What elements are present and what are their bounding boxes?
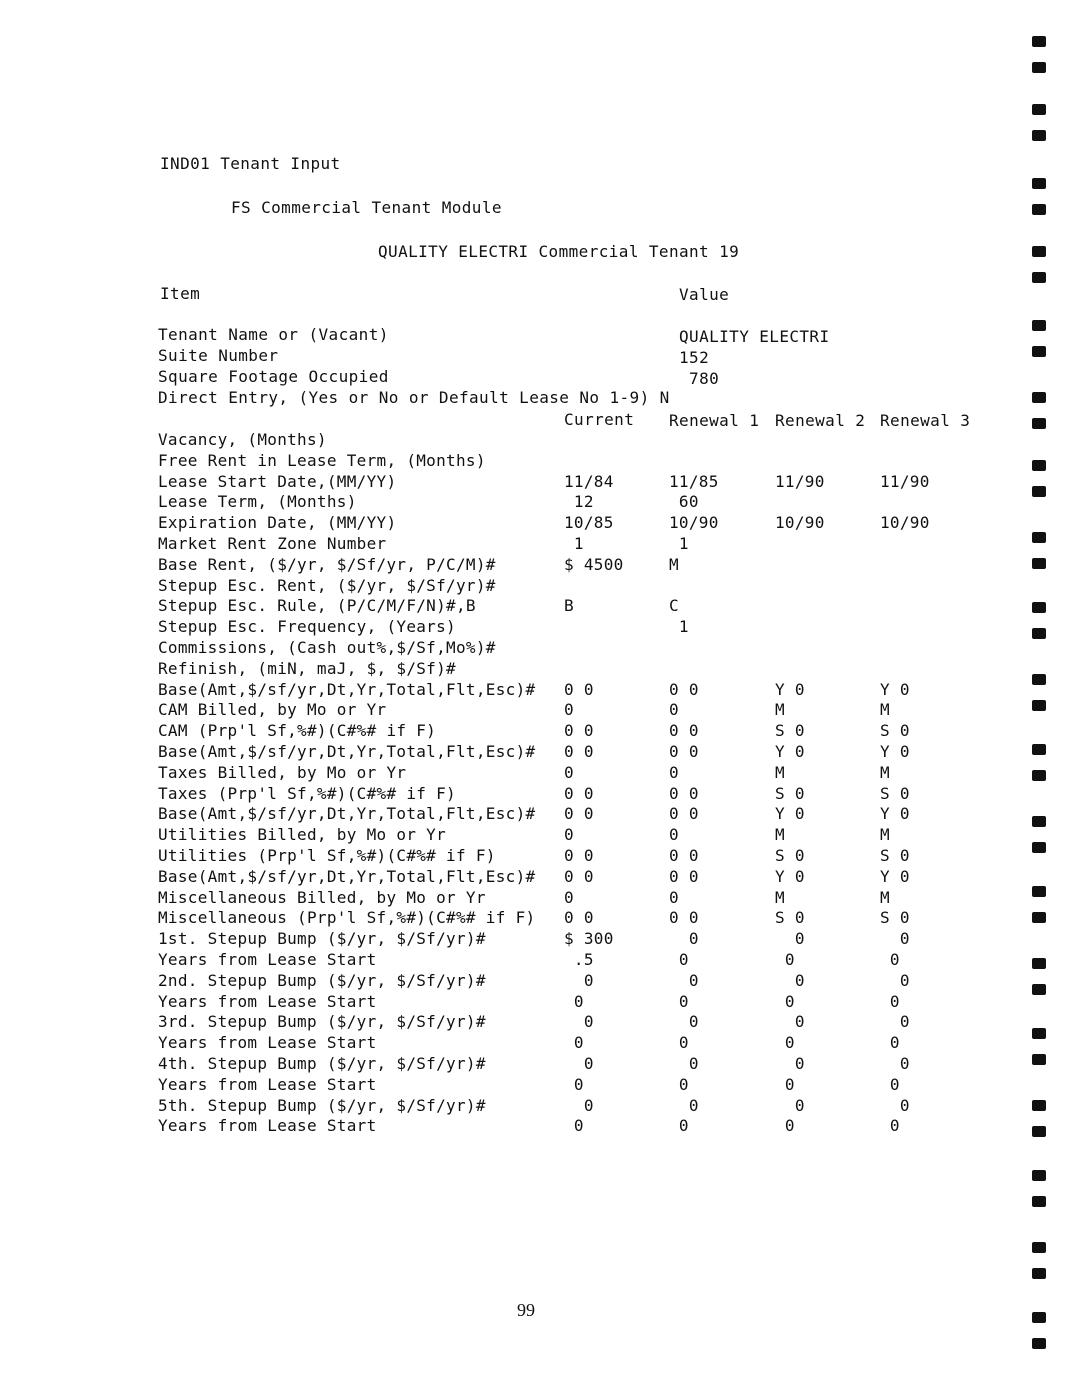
cell-renewal-2: 0 <box>775 1095 805 1115</box>
perforation-mark <box>1032 272 1046 283</box>
perforation-mark <box>1032 1028 1046 1039</box>
cell-current: 1 <box>564 534 584 553</box>
cell-renewal-3: Y 0 <box>880 742 910 761</box>
row-label: Years from Lease Start <box>158 1116 377 1136</box>
row-label: Stepup Esc. Frequency, (Years) <box>158 617 456 637</box>
perforation-mark <box>1032 532 1046 543</box>
cell-renewal-2: 0 <box>775 1033 795 1053</box>
cell-current: 0 <box>564 1054 594 1073</box>
report-id: IND01 Tenant Input <box>160 154 341 173</box>
row-label: Expiration Date, (MM/YY) <box>158 513 397 533</box>
cell-renewal-1: 11/85 <box>669 471 719 491</box>
cell-renewal-1: 0 <box>669 887 679 907</box>
cell-renewal-3: 0 <box>880 970 910 990</box>
perforation-mark <box>1032 912 1046 923</box>
info-value-square-footage: 780 <box>679 369 720 388</box>
cell-renewal-2: M <box>775 762 785 782</box>
cell-renewal-3: Y 0 <box>880 679 910 699</box>
cell-renewal-1: 0 <box>669 1012 699 1032</box>
perforation-mark <box>1032 558 1046 569</box>
row-label: Base(Amt,$/sf/yr,Dt,Yr,Total,Flt,Esc)# <box>158 742 536 761</box>
cell-renewal-2: S 0 <box>775 721 805 741</box>
cell-renewal-3: Y 0 <box>880 804 910 824</box>
row-label: Years from Lease Start <box>158 1074 377 1094</box>
info-label-suite: Suite Number <box>158 346 279 365</box>
cell-renewal-1: 0 <box>669 1054 699 1073</box>
cell-renewal-1: 60 <box>669 492 699 512</box>
perforation-mark <box>1032 770 1046 781</box>
perforation-mark <box>1032 486 1046 497</box>
cell-current: 0 <box>564 825 574 845</box>
cell-renewal-1: C <box>669 596 679 616</box>
cell-renewal-3: S 0 <box>880 846 910 865</box>
cell-current: 0 <box>564 1033 584 1053</box>
table-row <box>0 952 1066 973</box>
cell-renewal-1: 0 0 <box>669 804 699 824</box>
cell-renewal-2: 0 <box>775 1054 805 1073</box>
cell-current: 0 <box>564 1095 594 1115</box>
column-header-current: Current <box>564 410 635 429</box>
table-row <box>0 1074 1066 1098</box>
perforation-mark <box>1032 744 1046 755</box>
cell-renewal-1: 10/90 <box>669 513 719 533</box>
cell-renewal-1: 0 <box>669 970 699 990</box>
info-value-suite: 152 <box>679 348 710 367</box>
cell-renewal-1: 0 0 <box>669 742 699 761</box>
cell-renewal-1: 0 <box>669 950 689 969</box>
table-row <box>0 1118 1066 1139</box>
cell-renewal-1: 0 <box>669 1116 689 1136</box>
table-row <box>0 554 1066 578</box>
perforation-mark <box>1032 320 1046 331</box>
cell-current: 11/84 <box>564 471 614 491</box>
perforation-mark <box>1032 204 1046 215</box>
cell-renewal-1: 0 <box>669 929 699 949</box>
cell-current: 0 0 <box>564 908 594 928</box>
cell-current: 0 <box>564 1074 584 1094</box>
cell-renewal-1: 0 0 <box>669 866 699 886</box>
cell-renewal-2: S 0 <box>775 908 805 928</box>
perforation-mark <box>1032 1100 1046 1111</box>
perforation-mark <box>1032 1196 1046 1207</box>
cell-current: 0 <box>564 970 594 990</box>
perforation-mark <box>1032 346 1046 357</box>
cell-renewal-1: 0 0 <box>669 721 699 741</box>
cell-current: 12 <box>564 492 594 512</box>
cell-renewal-2: Y 0 <box>775 679 805 699</box>
table-row <box>0 970 1066 994</box>
cell-renewal-3: 11/90 <box>880 471 930 491</box>
cell-renewal-3: S 0 <box>880 783 910 803</box>
row-label: Utilities (Prp'l Sf,%#)(C#%# if F) <box>158 846 496 865</box>
cell-renewal-1: 1 <box>669 617 689 637</box>
item-column-label: Item <box>160 284 201 303</box>
perforation-mark <box>1032 418 1046 429</box>
cell-renewal-2: 0 <box>775 929 805 949</box>
perforation-mark <box>1032 36 1046 47</box>
table-row <box>0 536 1066 557</box>
cell-renewal-1: 0 0 <box>669 846 699 865</box>
cell-renewal-2: M <box>775 887 785 907</box>
cell-current: 0 <box>564 991 584 1011</box>
cell-renewal-2: S 0 <box>775 783 805 803</box>
perforation-mark <box>1032 816 1046 827</box>
row-label: CAM Billed, by Mo or Yr <box>158 700 387 720</box>
cell-renewal-2: 0 <box>775 950 795 969</box>
row-label: Stepup Esc. Rule, (P/C/M/F/N)#,B <box>158 596 476 616</box>
perforation-mark <box>1032 1338 1046 1349</box>
cell-renewal-2: 0 <box>775 970 805 990</box>
cell-current: 0 0 <box>564 804 594 824</box>
perforation-mark <box>1032 700 1046 711</box>
table-row <box>0 432 1066 453</box>
perforation-mark <box>1032 602 1046 613</box>
perforation-mark <box>1032 984 1046 995</box>
table-row <box>0 450 1066 474</box>
column-header-renewal-2: Renewal 2 <box>775 411 866 430</box>
perforation-mark <box>1032 392 1046 403</box>
cell-renewal-2: M <box>775 700 785 720</box>
cell-renewal-1: 0 <box>669 1095 699 1115</box>
row-label: Years from Lease Start <box>158 991 377 1011</box>
row-label: Base(Amt,$/sf/yr,Dt,Yr,Total,Flt,Esc)# <box>158 866 536 886</box>
cell-renewal-2: Y 0 <box>775 804 805 824</box>
cell-renewal-2: 11/90 <box>775 471 825 491</box>
row-label: Base(Amt,$/sf/yr,Dt,Yr,Total,Flt,Esc)# <box>158 679 536 699</box>
row-label: Lease Term, (Months) <box>158 492 357 512</box>
cell-renewal-2: S 0 <box>775 846 805 865</box>
row-label: Lease Start Date,(MM/YY) <box>158 471 397 491</box>
row-label: Stepup Esc. Rent, ($/yr, $/Sf/yr)# <box>158 575 496 595</box>
cell-renewal-1: 0 <box>669 991 689 1011</box>
row-label: Refinish, (miN, maJ, $, $/Sf)# <box>158 658 456 678</box>
cell-renewal-3: 0 <box>880 1116 900 1136</box>
cell-current: $ 4500 <box>564 554 624 574</box>
cell-current: 0 <box>564 762 574 782</box>
row-label: 4th. Stepup Bump ($/yr, $/Sf/yr)# <box>158 1054 486 1073</box>
perforation-mark <box>1032 62 1046 73</box>
info-value-tenant-name: QUALITY ELECTRI <box>679 327 830 346</box>
cell-current: 0 <box>564 887 574 907</box>
cell-renewal-1: 0 0 <box>669 908 699 928</box>
cell-renewal-2: 0 <box>775 991 795 1011</box>
table-row <box>0 866 1066 890</box>
table-row <box>0 744 1066 765</box>
cell-current: $ 300 <box>564 929 614 949</box>
direct-entry-line: Direct Entry, (Yes or No or Default Lease No 1-9) N <box>158 388 670 407</box>
perforation-mark <box>1032 1312 1046 1323</box>
cell-renewal-3: M <box>880 762 890 782</box>
row-label: Years from Lease Start <box>158 1033 377 1053</box>
cell-renewal-3: 0 <box>880 950 900 969</box>
row-label: Years from Lease Start <box>158 950 377 969</box>
row-label: Utilities Billed, by Mo or Yr <box>158 825 447 845</box>
cell-current: 0 <box>564 700 574 720</box>
cell-renewal-3: M <box>880 825 890 845</box>
perforation-mark <box>1032 1268 1046 1279</box>
row-label: 5th. Stepup Bump ($/yr, $/Sf/yr)# <box>158 1095 486 1115</box>
cell-renewal-3: 0 <box>880 1033 900 1053</box>
row-label: Miscellaneous Billed, by Mo or Yr <box>158 887 486 907</box>
cell-renewal-3: M <box>880 700 890 720</box>
cell-current: 0 0 <box>564 679 594 699</box>
row-label: Free Rent in Lease Term, (Months) <box>158 450 486 470</box>
module-title: FS Commercial Tenant Module <box>231 198 502 217</box>
cell-renewal-1: 0 <box>669 1074 689 1094</box>
cell-renewal-1: M <box>669 554 679 574</box>
cell-current: 0 <box>564 1116 584 1136</box>
cell-renewal-3: Y 0 <box>880 866 910 886</box>
cell-current: 10/85 <box>564 513 614 533</box>
cell-current: 0 0 <box>564 866 594 886</box>
row-label: CAM (Prp'l Sf,%#)(C#%# if F) <box>158 721 437 741</box>
cell-current: 0 0 <box>564 846 594 865</box>
row-label: Miscellaneous (Prp'l Sf,%#)(C#%# if F) <box>158 908 536 928</box>
perforation-mark <box>1032 674 1046 685</box>
info-label-square-footage: Square Footage Occupied <box>158 367 389 386</box>
row-label: 1st. Stepup Bump ($/yr, $/Sf/yr)# <box>158 929 486 949</box>
perforation-mark <box>1032 628 1046 639</box>
perforation-mark <box>1032 1126 1046 1137</box>
cell-renewal-3: 0 <box>880 929 910 949</box>
cell-renewal-2: 0 <box>775 1074 795 1094</box>
cell-current: B <box>564 596 574 616</box>
row-label: Market Rent Zone Number <box>158 534 387 553</box>
cell-renewal-2: Y 0 <box>775 742 805 761</box>
table-row <box>0 848 1066 869</box>
page-number: 99 <box>517 1300 535 1320</box>
cell-renewal-1: 1 <box>669 534 689 553</box>
row-label: Vacancy, (Months) <box>158 430 327 449</box>
perforation-mark <box>1032 178 1046 189</box>
info-label-tenant-name: Tenant Name or (Vacant) <box>158 325 389 344</box>
cell-renewal-2: 0 <box>775 1012 805 1032</box>
cell-renewal-3: S 0 <box>880 908 910 928</box>
value-column-label: Value <box>679 285 730 304</box>
row-label: Commissions, (Cash out%,$/Sf,Mo%)# <box>158 638 496 657</box>
cell-renewal-3: 0 <box>880 1095 910 1115</box>
row-label: Taxes Billed, by Mo or Yr <box>158 762 407 782</box>
cell-renewal-2: 0 <box>775 1116 795 1136</box>
table-row <box>0 658 1066 682</box>
cell-renewal-2: M <box>775 825 785 845</box>
cell-current: 0 <box>564 1012 594 1032</box>
row-label: Base(Amt,$/sf/yr,Dt,Yr,Total,Flt,Esc)# <box>158 804 536 824</box>
cell-current: .5 <box>564 950 594 969</box>
cell-renewal-3: M <box>880 887 890 907</box>
row-label: Taxes (Prp'l Sf,%#)(C#%# if F) <box>158 783 456 803</box>
row-label: Base Rent, ($/yr, $/Sf/yr, P/C/M)# <box>158 554 496 574</box>
cell-renewal-3: 0 <box>880 1012 910 1032</box>
perforation-mark <box>1032 460 1046 471</box>
perforation-mark <box>1032 886 1046 897</box>
cell-renewal-1: 0 <box>669 825 679 845</box>
cell-renewal-1: 0 <box>669 762 679 782</box>
cell-current: 0 0 <box>564 742 594 761</box>
cell-renewal-1: 0 <box>669 700 679 720</box>
cell-renewal-1: 0 0 <box>669 679 699 699</box>
cell-renewal-3: 10/90 <box>880 513 930 533</box>
perforation-mark <box>1032 1170 1046 1181</box>
perforation-mark <box>1032 1242 1046 1253</box>
perforation-mark <box>1032 1054 1046 1065</box>
perforation-mark <box>1032 958 1046 969</box>
perforation-mark <box>1032 842 1046 853</box>
cell-renewal-3: 0 <box>880 1054 910 1073</box>
table-row <box>0 1056 1066 1077</box>
cell-renewal-1: 0 <box>669 1033 689 1053</box>
cell-renewal-3: S 0 <box>880 721 910 741</box>
cell-renewal-2: Y 0 <box>775 866 805 886</box>
row-label: 3rd. Stepup Bump ($/yr, $/Sf/yr)# <box>158 1012 486 1032</box>
perforation-mark <box>1032 130 1046 141</box>
perforation-mark <box>1032 246 1046 257</box>
table-row <box>0 640 1066 661</box>
table-row <box>0 762 1066 786</box>
cell-renewal-2: 10/90 <box>775 513 825 533</box>
cell-renewal-3: 0 <box>880 991 900 1011</box>
cell-current: 0 0 <box>564 783 594 803</box>
row-label: 2nd. Stepup Bump ($/yr, $/Sf/yr)# <box>158 970 486 990</box>
column-header-renewal-1: Renewal 1 <box>669 411 760 430</box>
cell-renewal-3: 0 <box>880 1074 900 1094</box>
column-header-renewal-3: Renewal 3 <box>880 411 971 430</box>
cell-current: 0 0 <box>564 721 594 741</box>
perforation-mark <box>1032 104 1046 115</box>
tenant-heading: QUALITY ELECTRI Commercial Tenant 19 <box>378 242 740 261</box>
cell-renewal-1: 0 0 <box>669 783 699 803</box>
